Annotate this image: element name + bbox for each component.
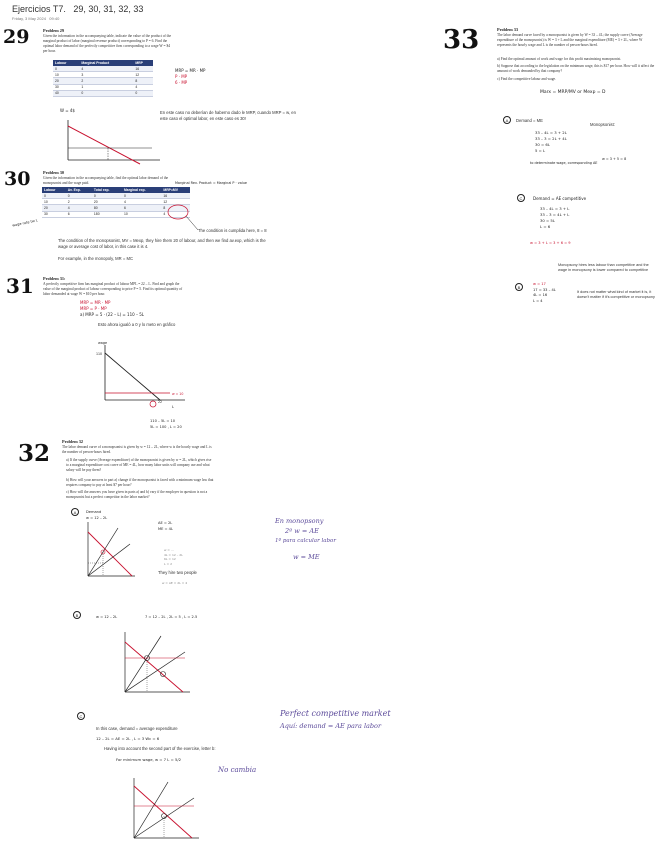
problem-31-title: Problem 31: [43,276,66,281]
problem-32-c-text-2: Having into account the second part of the exercise, letter b: [104,746,216,751]
problem-33-a-demand: Demand = ME [516,118,543,123]
problem-33-item-a: a) Find the optimal amount of work and wage for this profit maximizing monopsonist. [497,57,622,61]
problem-32-a-graph [80,520,140,582]
problem-31-note: Esto ahora igualó a 0 y lo meto en gráfico [98,322,176,327]
problem-30-title: Problem 30 [43,170,65,175]
problem-32-purple-note-1: En monopsony 2º w = AE 1º para calcular labor w = ME [275,517,336,561]
problem-29-formula: MRP = MR · MP P · MP 6 · MP [175,68,206,85]
problem-30-hand-top: Marginal Rev. Product = Marginal P · value [175,181,247,185]
problem-32-item-c: c) How will the answers you have given in parts a) and b) vary if the employer in question is not a monopsonist but a perfect competitor in the labor market? [66,490,208,499]
problem-32-text: The labor demand curve of a monopsonist is given by w = 12 – 2L, where w is the hourly wage and L is the number of person-hours hired. [62,445,212,454]
problem-33-number: 33 [443,25,480,55]
problem-33-c-calc: 33 – 4L = 3 + L 33 – 3 = 4L + L 30 = 5L L = 6 [540,206,570,229]
problem-32-c-purple: No cambia [218,766,257,774]
problem-31-hand-bottom: 110 – 5L = 10 5L = 100 , L = 20 [150,419,182,429]
problem-33-a-wage: to determinate wage, corresponding AE [530,161,598,165]
problem-32-c-marker: C [77,712,85,720]
problem-32-item-a: a) If the supply curve (Average expenditure) of the monopsonist is given by w = 2L, which gives rise to a marginal expenditure cost curve of ME = 4L, how many labor units will company use and what salary will be pay them? [66,458,212,472]
problem-30-side-note: wage rate tw L [11,218,39,228]
problem-31-hand: MRP = MR · MP MRP = P · MP a) MRP = 5 · (22 – L) = 110 – 5L [80,300,145,317]
problem-32-b-marker: B [73,611,81,619]
problem-33-mono-note: Monopsony hires less labour than competitive and the wage in monopsony is lower compared to competitive [558,263,649,273]
problem-30-table: Labour Av. Exp. Total exp. Marginal exp. MRP=MV 0 0 0 0 16 10 2 20 4 12 20 4 80 6 8 30 6 180 10 4 [42,187,190,218]
problem-33-a-calc: 33 – 4L = 3 + 2L 33 – 3 = 2L + 4L 30 = 6L 5 = L [535,130,567,153]
problem-30-annotation [100,200,200,230]
problem-31-graph-label-l: L [172,405,175,409]
problem-33-item-c: c) Find the competitive labour and wage. [497,77,556,81]
problem-31-graph-label-wage: wage [98,341,108,345]
problem-32-a-note: They hire two people [158,570,197,575]
problem-32-b-graph [115,630,195,700]
problem-31-number: 31 [6,274,34,298]
problem-32-c-graph [124,776,204,846]
problem-29-title: Problem 29 [43,28,65,33]
problem-33-item-b: b) Suppose that according to the legislation on the minimum wage, this is $17 per hour. How will it affect the amount of work demanded by that company? [497,64,655,73]
problem-31-graph-label-22: 22 [158,400,163,404]
problem-32-a-note2: w = AE = 2L = 4 [162,581,188,585]
problem-30-text: Given the information in the accompanying table, find the optimal labor demand of the monopsonist and the wage paid. [43,176,169,185]
problem-32-b-hand-2: 7 = 12 – 2L , 2L = 5 , L = 2.5 [145,615,198,619]
page-date: Friday, 3 May 2024 09:40 [12,16,60,21]
problem-33-hand-top: Marx = MRP/MV or Mexp = D [540,90,606,95]
problem-29-wage: W = 4$ [60,108,75,113]
problem-33-b-calc: w = 17 17 = 33 – 4L 4L = 16 L = 4 [533,282,556,303]
problem-33-a-mono: Monopsonist: [590,122,615,127]
problem-33-c-demand: Demand = AE competitive [533,196,587,201]
problem-32-a-hand: Demand w = 12 – 2L [86,510,108,520]
problem-32-c-text-1: In this case, demand = average expenditure [96,726,178,731]
problem-32-purple-note-2: Perfect competitive market Aquí: demand = AE para labor [280,709,391,730]
problem-32-a-calc: w = ... 4L = 12 – 2L 6L = 12 L = 2 [164,548,183,566]
problem-32-a-marker: A [71,508,79,516]
problem-31-graph-label-110: 110 [96,352,103,356]
problem-32-number: 32 [18,440,51,467]
problem-31-graph-label-w10: w = 10 [172,392,184,396]
problem-33-b-marker: B [515,283,523,291]
problem-33-b-note: It does not matter what kind of market it is, it doesn't matter if it's competitive or monopsony [577,290,655,300]
problem-29-number: 29 [3,26,30,48]
problem-30-note-1: The condition of the monopsonist, MV = Mexp, they hire them 20 of labour, and then we find av.exp, which is the wage or average cost of labor, in this case it is 4. [58,238,266,249]
problem-31-graph [100,345,190,420]
problem-31-text: A perfectly competitive firm has marginal product of labour MPL = 22 – L. Find and graph the value of the marginal product of labour corresponding to price P = 5. Find its optimal quantity of labor demanded at wage W = $10 per hour. [43,282,183,296]
problem-33-c-marker: C [517,194,525,202]
problem-29-text: Given the information in the accompanying table, indicate the value of the product of the marginal product of labor (marginal revenue product) corresponding to P = 6. Find the optimal labor demand of the perfectly competitive firm corresponding to a wage W = $4 per hour. [43,34,172,53]
problem-29-table: Labour Marginal Product MRP 0 4 16 10 3 12 20 2 8 30 1 4 40 0 0 [53,60,153,97]
page-title: Ejercicios T7. 29, 30, 31, 32, 33 [12,4,144,14]
problem-32-item-b: b) How will your answers to part a) change if the monopsonist is faced with a minimum wage law that requires company to pay at least $7 per hour? [66,478,214,487]
problem-33-a-wage-result: w = 3 + 5 = 8 [602,157,627,161]
problem-33-title: Problem 33 [497,27,519,32]
problem-29-note: En este caso no deberían de haberno dado le MRP, cuando MRP = w, en este caso el optimal labor, en este caso es 30! [160,110,296,121]
problem-32-c-hand: 12 – 2L = AE = 2L , L = 3 Wc = 6 [96,736,160,741]
problem-30-note-2: For example, in the monopoly, MR = MC [58,256,133,261]
problem-30-number: 30 [4,168,31,190]
problem-33-text: The labor demand curve faced by a monopsonist is given by W = 33 – 4L; the supply curve (Average expenditure of the monopsonist) is W = 3 + L and the marginal expenditure (ME) = 3 + 2L, where W represents the hourly wage and L is the number of person-hours hired. [497,33,643,47]
problem-32-title: Problem 32 [62,439,84,444]
problem-32-a-right: AE = 2L ME = 4L [158,521,173,531]
problem-30-condition: The condition is cumplida here, 8 = 8 [198,228,267,233]
problem-33-a-marker: A [503,116,511,124]
problem-29-graph [60,118,170,168]
problem-32-b-hand: w = 12 – 2L [96,615,118,619]
problem-33-c-result: w = 3 + L = 3 + 6 = 9 [530,241,571,245]
problem-32-c-hand-2: For minimum wage, w = 7 L = 5/2 [116,757,182,762]
